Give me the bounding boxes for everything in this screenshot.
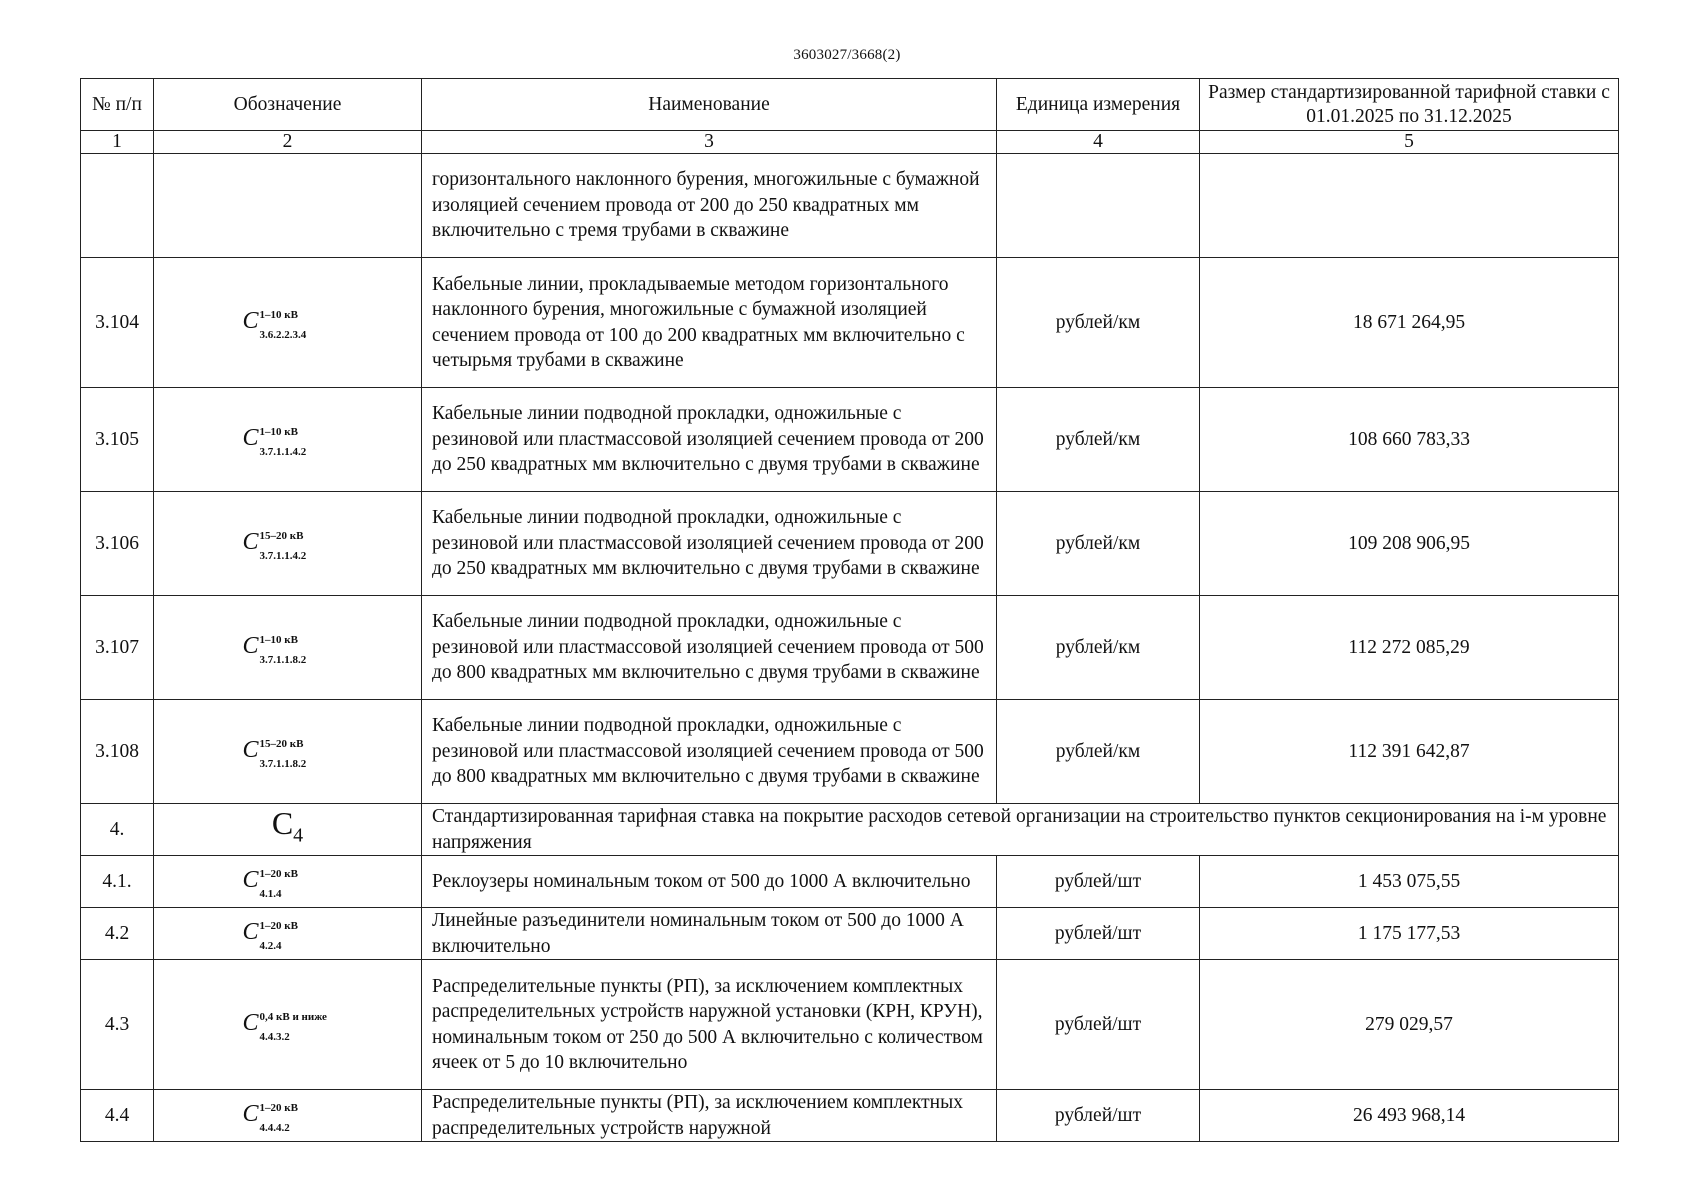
header-rate: Размер стандартизированной тарифной ставки с 01.01.2025 по 31.12.2025	[1200, 79, 1619, 131]
row-number: 4.1.	[81, 856, 154, 908]
row-rate: 26 493 968,14	[1200, 1090, 1619, 1142]
row-rate: 112 272 085,29	[1200, 596, 1619, 700]
row-number: 4.2	[81, 908, 154, 960]
row-rate: 1 453 075,55	[1200, 856, 1619, 908]
symbol-index: 3.6.2.2.3.4	[259, 329, 307, 342]
row-name: Кабельные линии подводной прокладки, одножильные с резиновой или пластмассовой изоляцией сечением провода от 200 до 250 квадратных мм включительно с двумя трубами в скважине	[422, 388, 997, 492]
column-index: 5	[1200, 131, 1619, 154]
row-unit: рублей/км	[997, 700, 1200, 804]
table-row	[81, 1090, 1619, 1142]
row-unit: рублей/км	[997, 492, 1200, 596]
row-name: горизонтального наклонного бурения, многожильные с бумажной изоляцией сечением провода от 200 до 250 квадратных мм включительно с тремя трубами в скважине	[422, 154, 997, 258]
row-designation	[154, 154, 422, 258]
row-rate: 112 391 642,87	[1200, 700, 1619, 804]
table-row	[81, 492, 1619, 596]
row-number: 3.108	[81, 700, 154, 804]
row-unit	[997, 154, 1200, 258]
symbol-index: 3.7.1.1.4.2	[259, 446, 307, 459]
row-designation	[154, 388, 422, 492]
row-number: 3.107	[81, 596, 154, 700]
symbol-voltage: 15–20 кВ	[259, 738, 304, 751]
column-index: 3	[422, 131, 997, 154]
row-rate: 109 208 906,95	[1200, 492, 1619, 596]
row-designation	[154, 596, 422, 700]
row-name: Реклоузеры номинальным током от 500 до 1000 А включительно	[422, 856, 997, 908]
tariff-symbol: C 1–20 кВ 4.1.4	[243, 868, 263, 894]
row-unit: рублей/шт	[997, 908, 1200, 960]
symbol-index: 4.4.4.2	[259, 1122, 290, 1135]
row-rate	[1200, 154, 1619, 258]
symbol-index: 3.7.1.1.8.2	[259, 654, 307, 667]
section-title: Стандартизированная тарифная ставка на покрытие расходов сетевой организации на строительство пунктов секционирования на i-м уровне напряжения	[422, 804, 1619, 856]
symbol-voltage: 1–10 кВ	[259, 309, 298, 322]
row-designation	[154, 856, 422, 908]
table-row	[81, 908, 1619, 960]
symbol-voltage: 15–20 кВ	[259, 530, 304, 543]
row-designation	[154, 908, 422, 960]
row-unit: рублей/шт	[997, 856, 1200, 908]
row-unit: рублей/шт	[997, 960, 1200, 1090]
section-row	[81, 804, 1619, 856]
row-name: Линейные разъединители номинальным током от 500 до 1000 А включительно	[422, 908, 997, 960]
table-row	[81, 700, 1619, 804]
symbol-voltage: 1–10 кВ	[259, 426, 298, 439]
row-designation	[154, 258, 422, 388]
row-designation	[154, 700, 422, 804]
row-number: 3.104	[81, 258, 154, 388]
symbol-voltage: 0,4 кВ и ниже	[259, 1011, 327, 1024]
tariff-symbol: C 1–20 кВ 4.4.4.2	[243, 1102, 263, 1128]
row-unit: рублей/км	[997, 388, 1200, 492]
row-name: Кабельные линии подводной прокладки, одножильные с резиновой или пластмассовой изоляцией сечением провода от 200 до 250 квадратных мм включительно с двумя трубами в скважине	[422, 492, 997, 596]
row-designation	[154, 1090, 422, 1142]
tariff-table	[80, 78, 1619, 1142]
section-designation	[154, 804, 422, 856]
table-row	[81, 960, 1619, 1090]
row-designation	[154, 492, 422, 596]
row-rate: 108 660 783,33	[1200, 388, 1619, 492]
tariff-symbol: C 1–10 кВ 3.6.2.2.3.4	[243, 309, 263, 335]
row-unit: рублей/км	[997, 258, 1200, 388]
tariff-symbol: C 1–10 кВ 3.7.1.1.8.2	[243, 634, 263, 660]
header-designation: Обозначение	[154, 79, 422, 131]
symbol-voltage: 1–20 кВ	[259, 868, 298, 881]
table-row	[81, 154, 1619, 258]
row-rate: 1 175 177,53	[1200, 908, 1619, 960]
row-number	[81, 154, 154, 258]
symbol-voltage: 1–10 кВ	[259, 634, 298, 647]
column-index-row	[81, 131, 1619, 154]
row-rate: 18 671 264,95	[1200, 258, 1619, 388]
column-index: 2	[154, 131, 422, 154]
header-num: № п/п	[81, 79, 154, 131]
tariff-symbol: C 0,4 кВ и ниже 4.4.3.2	[243, 1011, 263, 1037]
table-row	[81, 856, 1619, 908]
symbol-index: 4.4.3.2	[259, 1031, 290, 1044]
header-name: Наименование	[422, 79, 997, 131]
tariff-symbol: C 15–20 кВ 3.7.1.1.4.2	[243, 530, 263, 556]
table-row	[81, 388, 1619, 492]
row-name: Кабельные линии, прокладываемые методом горизонтального наклонного бурения, многожильные с бумажной изоляцией сечением провода от 100 до 200 квадратных мм включительно с четырьмя трубами в скважине	[422, 258, 997, 388]
table-row	[81, 596, 1619, 700]
row-name: Распределительные пункты (РП), за исключением комплектных распределительных устройств наружной	[422, 1090, 997, 1142]
symbol-index: 3.7.1.1.8.2	[259, 758, 307, 771]
tariff-symbol: C 1–10 кВ 3.7.1.1.4.2	[243, 426, 263, 452]
row-unit: рублей/км	[997, 596, 1200, 700]
header-row	[81, 79, 1619, 131]
row-name: Кабельные линии подводной прокладки, одножильные с резиновой или пластмассовой изоляцией сечением провода от 500 до 800 квадратных мм включительно с двумя трубами в скважине	[422, 596, 997, 700]
symbol-voltage: 1–20 кВ	[259, 920, 298, 933]
tariff-symbol: C 1–20 кВ 4.2.4	[243, 920, 263, 946]
column-index: 1	[81, 131, 154, 154]
symbol-index: 3.7.1.1.4.2	[259, 550, 307, 563]
row-number: 4.4	[81, 1090, 154, 1142]
row-number: 3.105	[81, 388, 154, 492]
row-number: 3.106	[81, 492, 154, 596]
row-rate: 279 029,57	[1200, 960, 1619, 1090]
symbol-index: 4.2.4	[259, 940, 282, 953]
row-designation	[154, 960, 422, 1090]
section-number: 4.	[81, 804, 154, 856]
header-unit: Единица измерения	[997, 79, 1200, 131]
row-unit: рублей/шт	[997, 1090, 1200, 1142]
row-name: Кабельные линии подводной прокладки, одножильные с резиновой или пластмассовой изоляцией сечением провода от 500 до 800 квадратных мм включительно с двумя трубами в скважине	[422, 700, 997, 804]
table-row	[81, 258, 1619, 388]
symbol-voltage: 1–20 кВ	[259, 1102, 298, 1115]
column-index: 4	[997, 131, 1200, 154]
section-symbol: $C_4$	[271, 804, 304, 846]
tariff-symbol: C 15–20 кВ 3.7.1.1.8.2	[243, 738, 263, 764]
row-name: Распределительные пункты (РП), за исключением комплектных распределительных устройств наружной установки (КРН, КРУН), номинальным током от 250 до 500 А включительно с количеством ячеек от 5 до 10 включительно	[422, 960, 997, 1090]
document-number: 3603027/3668(2)	[793, 47, 901, 63]
symbol-index: 4.1.4	[259, 888, 282, 901]
row-number: 4.3	[81, 960, 154, 1090]
